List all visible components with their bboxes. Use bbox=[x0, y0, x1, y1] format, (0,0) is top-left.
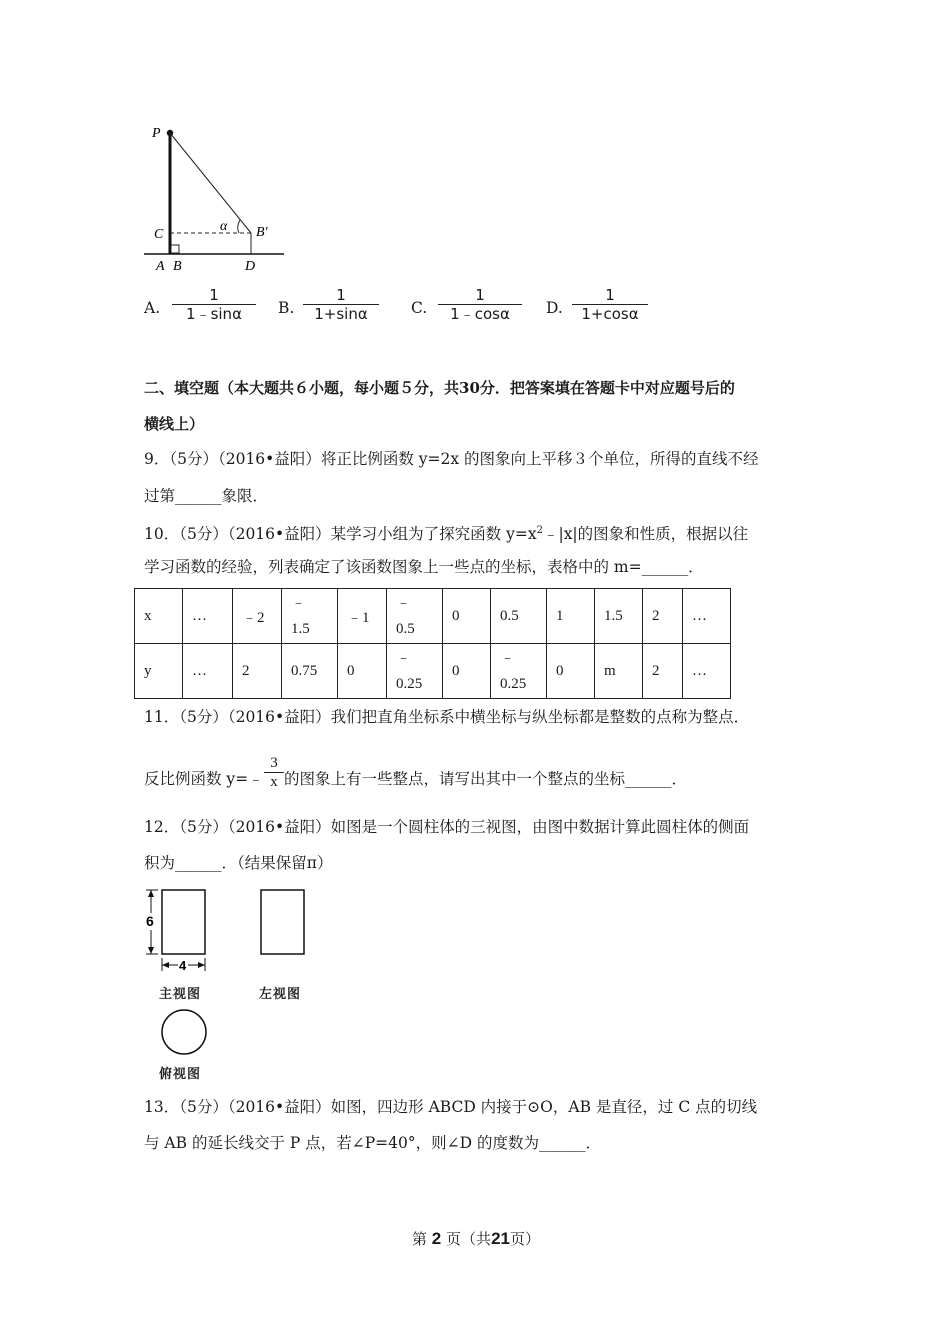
option-b-letter: B. bbox=[278, 299, 295, 317]
arrow-up-icon bbox=[148, 890, 154, 897]
label-a: A bbox=[156, 259, 165, 274]
top-view-label: 俯视图 bbox=[159, 1067, 202, 1082]
left-view-label: 左视图 bbox=[259, 987, 302, 1002]
height-label: 6 bbox=[146, 913, 154, 929]
cell-line: 0.25 bbox=[396, 676, 423, 692]
table-cell: … bbox=[683, 644, 731, 699]
label-alpha: α bbox=[220, 219, 228, 234]
footer-suffix: 页） bbox=[509, 1230, 540, 1248]
table-cell: 1 bbox=[547, 589, 595, 644]
label-p: P bbox=[152, 126, 161, 141]
question-11-line-1: 11．（5分）（2016•益阳）我们把直角坐标系中横坐标与纵坐标都是整数的点称为整点． bbox=[144, 708, 750, 726]
table-cell: 0 bbox=[338, 644, 387, 699]
table-cell: 2 bbox=[643, 589, 683, 644]
cell-line: 1.5 bbox=[291, 621, 310, 637]
option-b-fraction bbox=[303, 287, 379, 324]
table-row-y bbox=[135, 644, 731, 699]
footer-prefix: 第 bbox=[412, 1230, 428, 1248]
option-d-denominator: 1+cosα bbox=[572, 304, 648, 324]
option-a-numerator: 1 bbox=[209, 286, 219, 304]
q11-fraction bbox=[264, 755, 284, 792]
question-9-line-2: 过第______象限． bbox=[144, 487, 269, 505]
cell-line: 0.5 bbox=[396, 621, 415, 637]
front-view-rect bbox=[162, 890, 205, 954]
triangle-figure bbox=[140, 120, 300, 280]
question-11-line-2b: 的图象上有一些整点，请写出其中一个整点的坐标______． bbox=[284, 770, 688, 788]
table-cell: … bbox=[183, 644, 233, 699]
footer-mid: 页（共 bbox=[446, 1230, 492, 1248]
question-10-line-2: 学习函数的经验，列表确定了该函数图象上一些点的坐标，表格中的 m=______． bbox=[144, 558, 704, 576]
option-a-denominator: 1﹣sinα bbox=[172, 304, 256, 324]
label-b-prime: B′ bbox=[256, 225, 268, 240]
option-a-letter: A. bbox=[144, 299, 161, 317]
front-view-label: 主视图 bbox=[159, 987, 202, 1002]
table-cell bbox=[387, 644, 443, 699]
width-label: 4 bbox=[179, 958, 187, 973]
alpha-arc bbox=[238, 220, 240, 233]
option-d-numerator: 1 bbox=[605, 286, 615, 304]
option-d-letter: D. bbox=[546, 299, 563, 317]
slant-line bbox=[170, 133, 251, 233]
page-footer bbox=[412, 1228, 540, 1249]
table-cell: 2 bbox=[643, 644, 683, 699]
table-cell: 0 bbox=[443, 644, 491, 699]
question-10-line-1 bbox=[144, 521, 748, 544]
cell-line: ﹣ bbox=[396, 595, 412, 611]
table-cell: … bbox=[683, 589, 731, 644]
table-cell: 0 bbox=[547, 644, 595, 699]
table-cell: 1.5 bbox=[595, 589, 643, 644]
option-c-letter: C. bbox=[411, 299, 428, 317]
cell-line: ﹣ bbox=[500, 650, 516, 666]
table-row-x bbox=[135, 589, 731, 644]
table-cell: … bbox=[183, 589, 233, 644]
table-cell: y bbox=[135, 644, 183, 699]
table-cell: 2 bbox=[233, 644, 282, 699]
option-b-denominator: 1+sinα bbox=[303, 304, 379, 324]
section-heading-cont: 横线上） bbox=[144, 415, 205, 433]
option-d-fraction bbox=[572, 287, 648, 324]
q11-denominator: x bbox=[264, 772, 284, 792]
q10-text-a: 10．（5分）（2016•益阳）某学习小组为了探究函数 y=x bbox=[144, 525, 537, 544]
table-cell bbox=[491, 644, 547, 699]
table-cell: ﹣2 bbox=[233, 589, 282, 644]
table-cell: ﹣1 bbox=[338, 589, 387, 644]
arrow-down-icon bbox=[148, 947, 154, 954]
option-b-numerator: 1 bbox=[336, 286, 346, 304]
option-c-fraction bbox=[438, 287, 522, 324]
label-c: C bbox=[154, 227, 164, 242]
q11-numerator: 3 bbox=[270, 755, 278, 771]
cell-line: 0.25 bbox=[500, 676, 527, 692]
left-view-rect bbox=[261, 890, 304, 954]
question-12-line-2: 积为______．（结果保留π） bbox=[144, 854, 333, 872]
arrow-right-icon bbox=[198, 962, 205, 968]
right-angle-mark bbox=[171, 245, 179, 253]
table-cell: 0.5 bbox=[491, 589, 547, 644]
question-13-line-1: 13．（5分）（2016•益阳）如图，四边形 ABCD 内接于⊙O，AB 是直径，过 C 点的切线 bbox=[144, 1098, 758, 1116]
q10-exponent: 2 bbox=[536, 525, 543, 536]
table-cell: 0 bbox=[443, 589, 491, 644]
table-cell: 0.75 bbox=[282, 644, 338, 699]
label-d: D bbox=[245, 259, 256, 274]
table-cell: m bbox=[595, 644, 643, 699]
table-cell: x bbox=[135, 589, 183, 644]
values-table bbox=[134, 588, 731, 699]
total-pages: 21 bbox=[491, 1229, 510, 1248]
top-view-circle bbox=[162, 1010, 206, 1054]
arrow-left-icon bbox=[162, 962, 169, 968]
question-13-line-2: 与 AB 的延长线交于 P 点，若∠P=40°，则∠D 的度数为______． bbox=[144, 1134, 601, 1152]
q10-text-b: ﹣|x|的图象和性质，根据以往 bbox=[542, 525, 749, 544]
page-number: 2 bbox=[431, 1229, 442, 1248]
label-b: B bbox=[173, 259, 182, 274]
question-12-line-1: 12．（5分）（2016•益阳）如图是一个圆柱体的三视图，由图中数据计算此圆柱体的侧面 bbox=[144, 818, 750, 836]
table-cell bbox=[282, 589, 338, 644]
option-c-numerator: 1 bbox=[475, 286, 485, 304]
option-a-fraction bbox=[172, 287, 256, 324]
question-11-line-2a: 反比例函数 y=﹣ bbox=[144, 770, 264, 788]
table-cell bbox=[387, 589, 443, 644]
cell-line: ﹣ bbox=[291, 595, 307, 611]
section-heading: 二、填空题（本大题共６小题，每小题５分，共30分．把答案填在答题卡中对应题号后的 bbox=[144, 379, 735, 397]
option-c-denominator: 1﹣cosα bbox=[438, 304, 522, 324]
question-9-line-1: 9．（5分）（2016•益阳）将正比例函数 y=2x 的图象向上平移３个单位，所得的直线不经 bbox=[144, 450, 759, 468]
cell-line: ﹣ bbox=[396, 650, 412, 666]
